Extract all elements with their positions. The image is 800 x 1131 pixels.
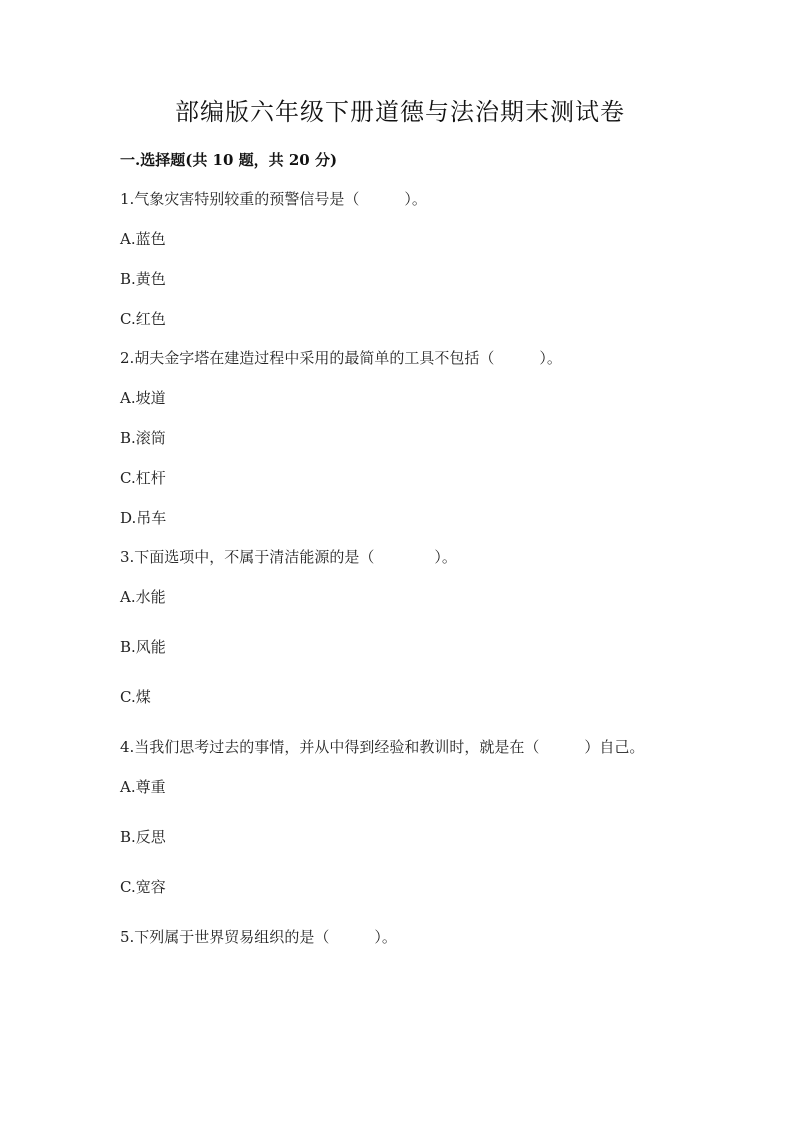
question-3-option-c: C.煤 [120,688,151,706]
question-2-option-c: C.杠杆 [120,469,166,487]
question-4-option-b: B.反思 [120,828,166,846]
page-title: 部编版六年级下册道德与法治期末测试卷 [175,98,625,126]
question-stem-2: 2.胡夫金字塔在建造过程中采用的最简单的工具不包括（ ）。 [120,349,562,367]
question-3-option-a: A.水能 [120,588,166,606]
question-2-option-b: B.滚筒 [120,429,166,447]
question-2-option-a: A.坡道 [120,389,166,407]
question-1-option-b: B.黄色 [120,270,166,288]
question-1-option-a: A.蓝色 [120,230,166,248]
section-heading: 一.选择题(共 10 题，共 20 分) [120,151,338,169]
question-1-option-c: C.红色 [120,310,166,328]
question-3-option-b: B.风能 [120,638,166,656]
question-stem-5: 5.下列属于世界贸易组织的是（ ）。 [120,928,397,946]
question-stem-3: 3.下面选项中，不属于清洁能源的是（ ）。 [120,548,457,566]
question-4-option-a: A.尊重 [120,778,166,796]
question-2-option-d: D.吊车 [120,509,167,527]
question-stem-4: 4.当我们思考过去的事情，并从中得到经验和教训时，就是在（ ）自己。 [120,738,645,756]
question-4-option-c: C.宽容 [120,878,166,896]
question-stem-1: 1.气象灾害特别较重的预警信号是（ ）。 [120,190,427,208]
